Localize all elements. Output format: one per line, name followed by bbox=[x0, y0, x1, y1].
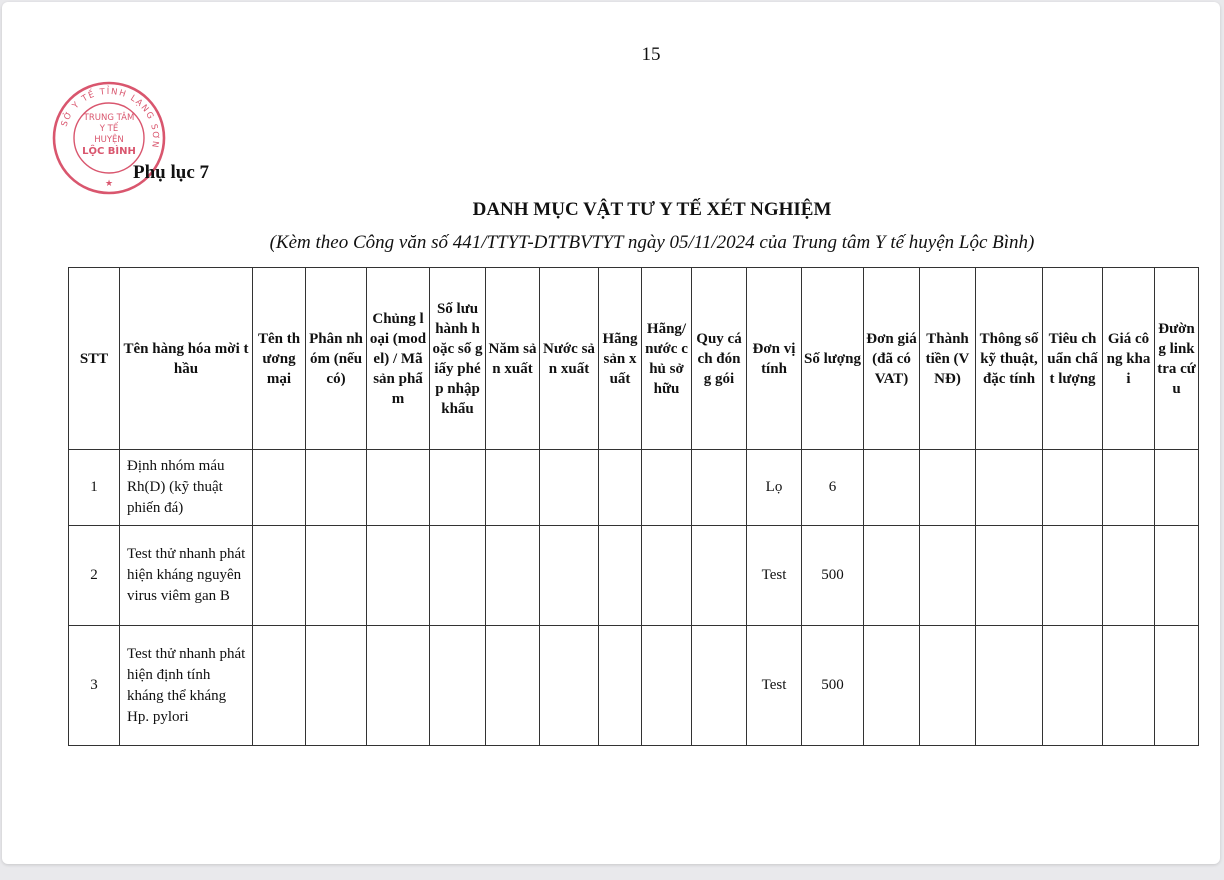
header-standard: Tiêu chuẩn chất lượng bbox=[1043, 268, 1103, 450]
seal-line-2: Y TẾ bbox=[99, 124, 119, 134]
header-quantity: Số lượng bbox=[802, 268, 864, 450]
cell-empty bbox=[920, 626, 976, 746]
document-title: DANH MỤC VẬT TƯ Y TẾ XÉT NGHIỆM bbox=[472, 199, 832, 220]
cell-empty bbox=[430, 626, 486, 746]
header-total: Thành tiền (VNĐ) bbox=[920, 268, 976, 450]
cell-unit: Lọ bbox=[747, 450, 802, 526]
cell-empty bbox=[540, 450, 599, 526]
cell-empty bbox=[976, 450, 1043, 526]
supplies-table bbox=[68, 267, 1199, 746]
header-specs: Thông số kỹ thuật, đặc tính bbox=[976, 268, 1043, 450]
cell-empty bbox=[1155, 450, 1199, 526]
cell-empty bbox=[367, 450, 430, 526]
cell-empty bbox=[599, 626, 642, 746]
cell-empty bbox=[976, 626, 1043, 746]
cell-empty bbox=[692, 450, 747, 526]
table-row bbox=[69, 626, 1199, 746]
header-manufacturer: Hãng sản xuất bbox=[599, 268, 642, 450]
appendix-label: Phụ lục 7 bbox=[133, 162, 210, 183]
page-number: 15 bbox=[641, 44, 661, 65]
header-year: Năm sản xuất bbox=[486, 268, 540, 450]
cell-empty bbox=[1043, 450, 1103, 526]
cell-empty bbox=[692, 526, 747, 626]
document-subtitle: (Kèm theo Công văn số 441/TTYT-DTTBVTYT ngày 05/11/2024 của Trung tâm Y tế huyện Lộc Bình) bbox=[269, 232, 1035, 253]
cell-empty bbox=[486, 626, 540, 746]
cell-empty bbox=[599, 526, 642, 626]
header-country: Nước sản xuất bbox=[540, 268, 599, 450]
header-group: Phân nhóm (nếu có) bbox=[306, 268, 367, 450]
seal-outer-text: SỞ Y TẾ TỈNH LẠNG SƠN bbox=[59, 86, 161, 150]
cell-empty bbox=[1155, 526, 1199, 626]
cell-empty bbox=[599, 450, 642, 526]
header-packaging: Quy cách đóng gói bbox=[692, 268, 747, 450]
cell-empty bbox=[864, 626, 920, 746]
cell-empty bbox=[430, 526, 486, 626]
cell-empty bbox=[306, 526, 367, 626]
header-unit: Đơn vị tính bbox=[747, 268, 802, 450]
cell-stt: 3 bbox=[69, 626, 120, 746]
cell-stt: 1 bbox=[69, 450, 120, 526]
cell-empty bbox=[1103, 626, 1155, 746]
cell-item-name: Test thử nhanh phát hiện định tính kháng thể kháng Hp. pylori bbox=[120, 626, 253, 746]
header-owner: Hãng/nước chủ sở hữu bbox=[642, 268, 692, 450]
seal-star-icon: ★ bbox=[104, 179, 114, 189]
cell-empty bbox=[540, 526, 599, 626]
header-item-name: Tên hàng hóa mời thầu bbox=[120, 268, 253, 450]
cell-item-name: Test thử nhanh phát hiện kháng nguyên virus viêm gan B bbox=[120, 526, 253, 626]
cell-empty bbox=[920, 526, 976, 626]
seal-line-4: LỘC BÌNH bbox=[82, 146, 136, 157]
cell-empty bbox=[367, 626, 430, 746]
cell-empty bbox=[430, 450, 486, 526]
cell-empty bbox=[1155, 626, 1199, 746]
cell-empty bbox=[692, 626, 747, 746]
cell-quantity: 500 bbox=[802, 626, 864, 746]
cell-empty bbox=[642, 450, 692, 526]
cell-empty bbox=[642, 526, 692, 626]
header-lookup-link: Đường link tra cứu bbox=[1155, 268, 1199, 450]
header-license: Số lưu hành hoặc số giấy phép nhập khẩu bbox=[430, 268, 486, 450]
cell-empty bbox=[306, 626, 367, 746]
cell-item-name: Định nhóm máu Rh(D) (kỹ thuật phiến đá) bbox=[120, 450, 253, 526]
cell-empty bbox=[486, 526, 540, 626]
cell-unit: Test bbox=[747, 626, 802, 746]
cell-empty bbox=[253, 526, 306, 626]
cell-empty bbox=[486, 450, 540, 526]
table-header-row bbox=[69, 268, 1199, 450]
cell-empty bbox=[253, 626, 306, 746]
cell-empty bbox=[1043, 526, 1103, 626]
cell-empty bbox=[1103, 450, 1155, 526]
cell-empty bbox=[540, 626, 599, 746]
header-trade-name: Tên thương mại bbox=[253, 268, 306, 450]
header-stt: STT bbox=[69, 268, 120, 450]
table-row bbox=[69, 450, 1199, 526]
cell-empty bbox=[920, 450, 976, 526]
cell-empty bbox=[1103, 526, 1155, 626]
cell-empty bbox=[642, 626, 692, 746]
cell-empty bbox=[976, 526, 1043, 626]
cell-empty bbox=[253, 450, 306, 526]
cell-empty bbox=[306, 450, 367, 526]
cell-empty bbox=[864, 450, 920, 526]
seal-line-3: HUYỆN bbox=[94, 135, 124, 145]
header-model: Chủng loại (model) / Mã sản phẩm bbox=[367, 268, 430, 450]
cell-quantity: 6 bbox=[802, 450, 864, 526]
cell-unit: Test bbox=[747, 526, 802, 626]
cell-quantity: 500 bbox=[802, 526, 864, 626]
cell-empty bbox=[1043, 626, 1103, 746]
cell-empty bbox=[367, 526, 430, 626]
header-unit-price: Đơn giá (đã có VAT) bbox=[864, 268, 920, 450]
cell-empty bbox=[864, 526, 920, 626]
cell-stt: 2 bbox=[69, 526, 120, 626]
table-row bbox=[69, 526, 1199, 626]
seal-line-1: TRUNG TÂM bbox=[83, 113, 135, 123]
header-public-price: Giá công khai bbox=[1103, 268, 1155, 450]
document-page bbox=[2, 2, 1220, 864]
